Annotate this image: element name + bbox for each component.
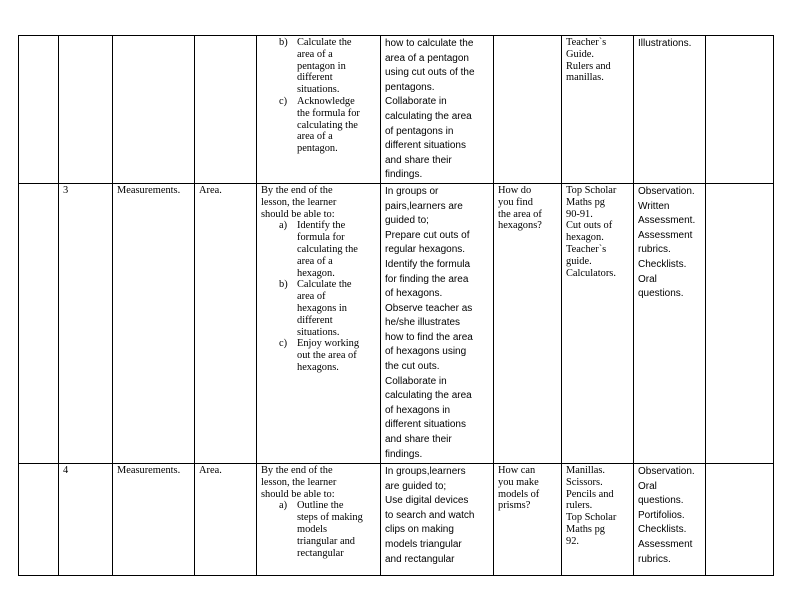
resources-cell: Manillas. Scissors. Pencils and rulers. Top Scholar Maths pg 92. xyxy=(562,463,634,575)
lesson-cell: 4 xyxy=(59,463,113,575)
sub-strand-cell: Area. xyxy=(195,183,257,463)
objective-item: a) Outline the steps of making models triangular and rectangular xyxy=(279,500,363,559)
assessment-cell: Observation. Oral questions. Portifolios. Checklists. Assessment rubrics. xyxy=(634,463,706,575)
learning-outcomes-cell: By the end of the lesson, the learner should be able to: a) Identify the formula for calculating the area of a hexagon. b) Calculate the area of hexagons in different situations. c) Enjoy working out the area of hexagons. xyxy=(257,183,381,463)
learning-outcomes-cell: By the end of the lesson, the learner should be able to: a) Outline the steps of making models triangular and rectangular xyxy=(257,463,381,575)
assessment-cell: Observation. Written Assessment. Assessment rubrics. Checklists. Oral questions. xyxy=(634,183,706,463)
inquiry-question-cell: How do you find the area of hexagons? xyxy=(494,183,562,463)
table-row xyxy=(19,183,774,463)
week-cell xyxy=(19,183,59,463)
learning-outcomes-cell xyxy=(257,36,381,184)
lesson-cell: 3 xyxy=(59,183,113,463)
table-row xyxy=(19,463,774,575)
reflection-cell xyxy=(706,183,774,463)
reflection-cell xyxy=(706,463,774,575)
learning-experiences-cell: In groups,learners are guided to; Use digital devices to search and watch clips on making models triangular and rectangular xyxy=(381,463,494,575)
learning-experiences-cell: In groups or pairs,learners are guided to; Prepare cut outs of regular hexagons. Identify the formula for finding the area of hexagons. Observe teacher as he/she illustrates how to find the area of hexagons using the cut outs. Collaborate in calculating the area of hexagons in different situations and share their findings. xyxy=(381,183,494,463)
assessment-cell: Illustrations. xyxy=(634,36,706,184)
resources-cell: Top Scholar Maths pg 90-91. Cut outs of hexagon. Teacher`s guide. Calculators. xyxy=(562,183,634,463)
week-cell xyxy=(19,463,59,575)
inquiry-question-cell: How can you make models of prisms? xyxy=(494,463,562,575)
strand-cell xyxy=(113,36,195,184)
week-cell xyxy=(19,36,59,184)
reflection-cell xyxy=(706,36,774,184)
objective-item: a) Identify the formula for calculating the area of a hexagon. xyxy=(279,220,358,279)
inquiry-question-cell xyxy=(494,36,562,184)
objective-item: c) Acknowledge the formula for calculating the area of a pentagon. xyxy=(279,95,360,155)
table-row xyxy=(19,36,774,184)
objective-item: b) Calculate the area of a pentagon in different situations. xyxy=(279,37,352,96)
strand-cell: Measurements. xyxy=(113,183,195,463)
resources-cell: Teacher`s Guide. Rulers and manillas. xyxy=(562,36,634,184)
sub-strand-cell xyxy=(195,36,257,184)
objective-item: c) Enjoy working out the area of hexagons. xyxy=(279,338,360,373)
sub-strand-cell: Area. xyxy=(195,463,257,575)
strand-cell: Measurements. xyxy=(113,463,195,575)
objective-item: b) Calculate the area of hexagons in different situations. xyxy=(279,279,352,338)
scheme-of-work-table xyxy=(18,35,774,576)
lesson-cell xyxy=(59,36,113,184)
learning-experiences-cell: how to calculate the area of a pentagon using cut outs of the pentagons. Collaborate in calculating the area of pentagons in different situations and share their findings. xyxy=(381,36,494,184)
